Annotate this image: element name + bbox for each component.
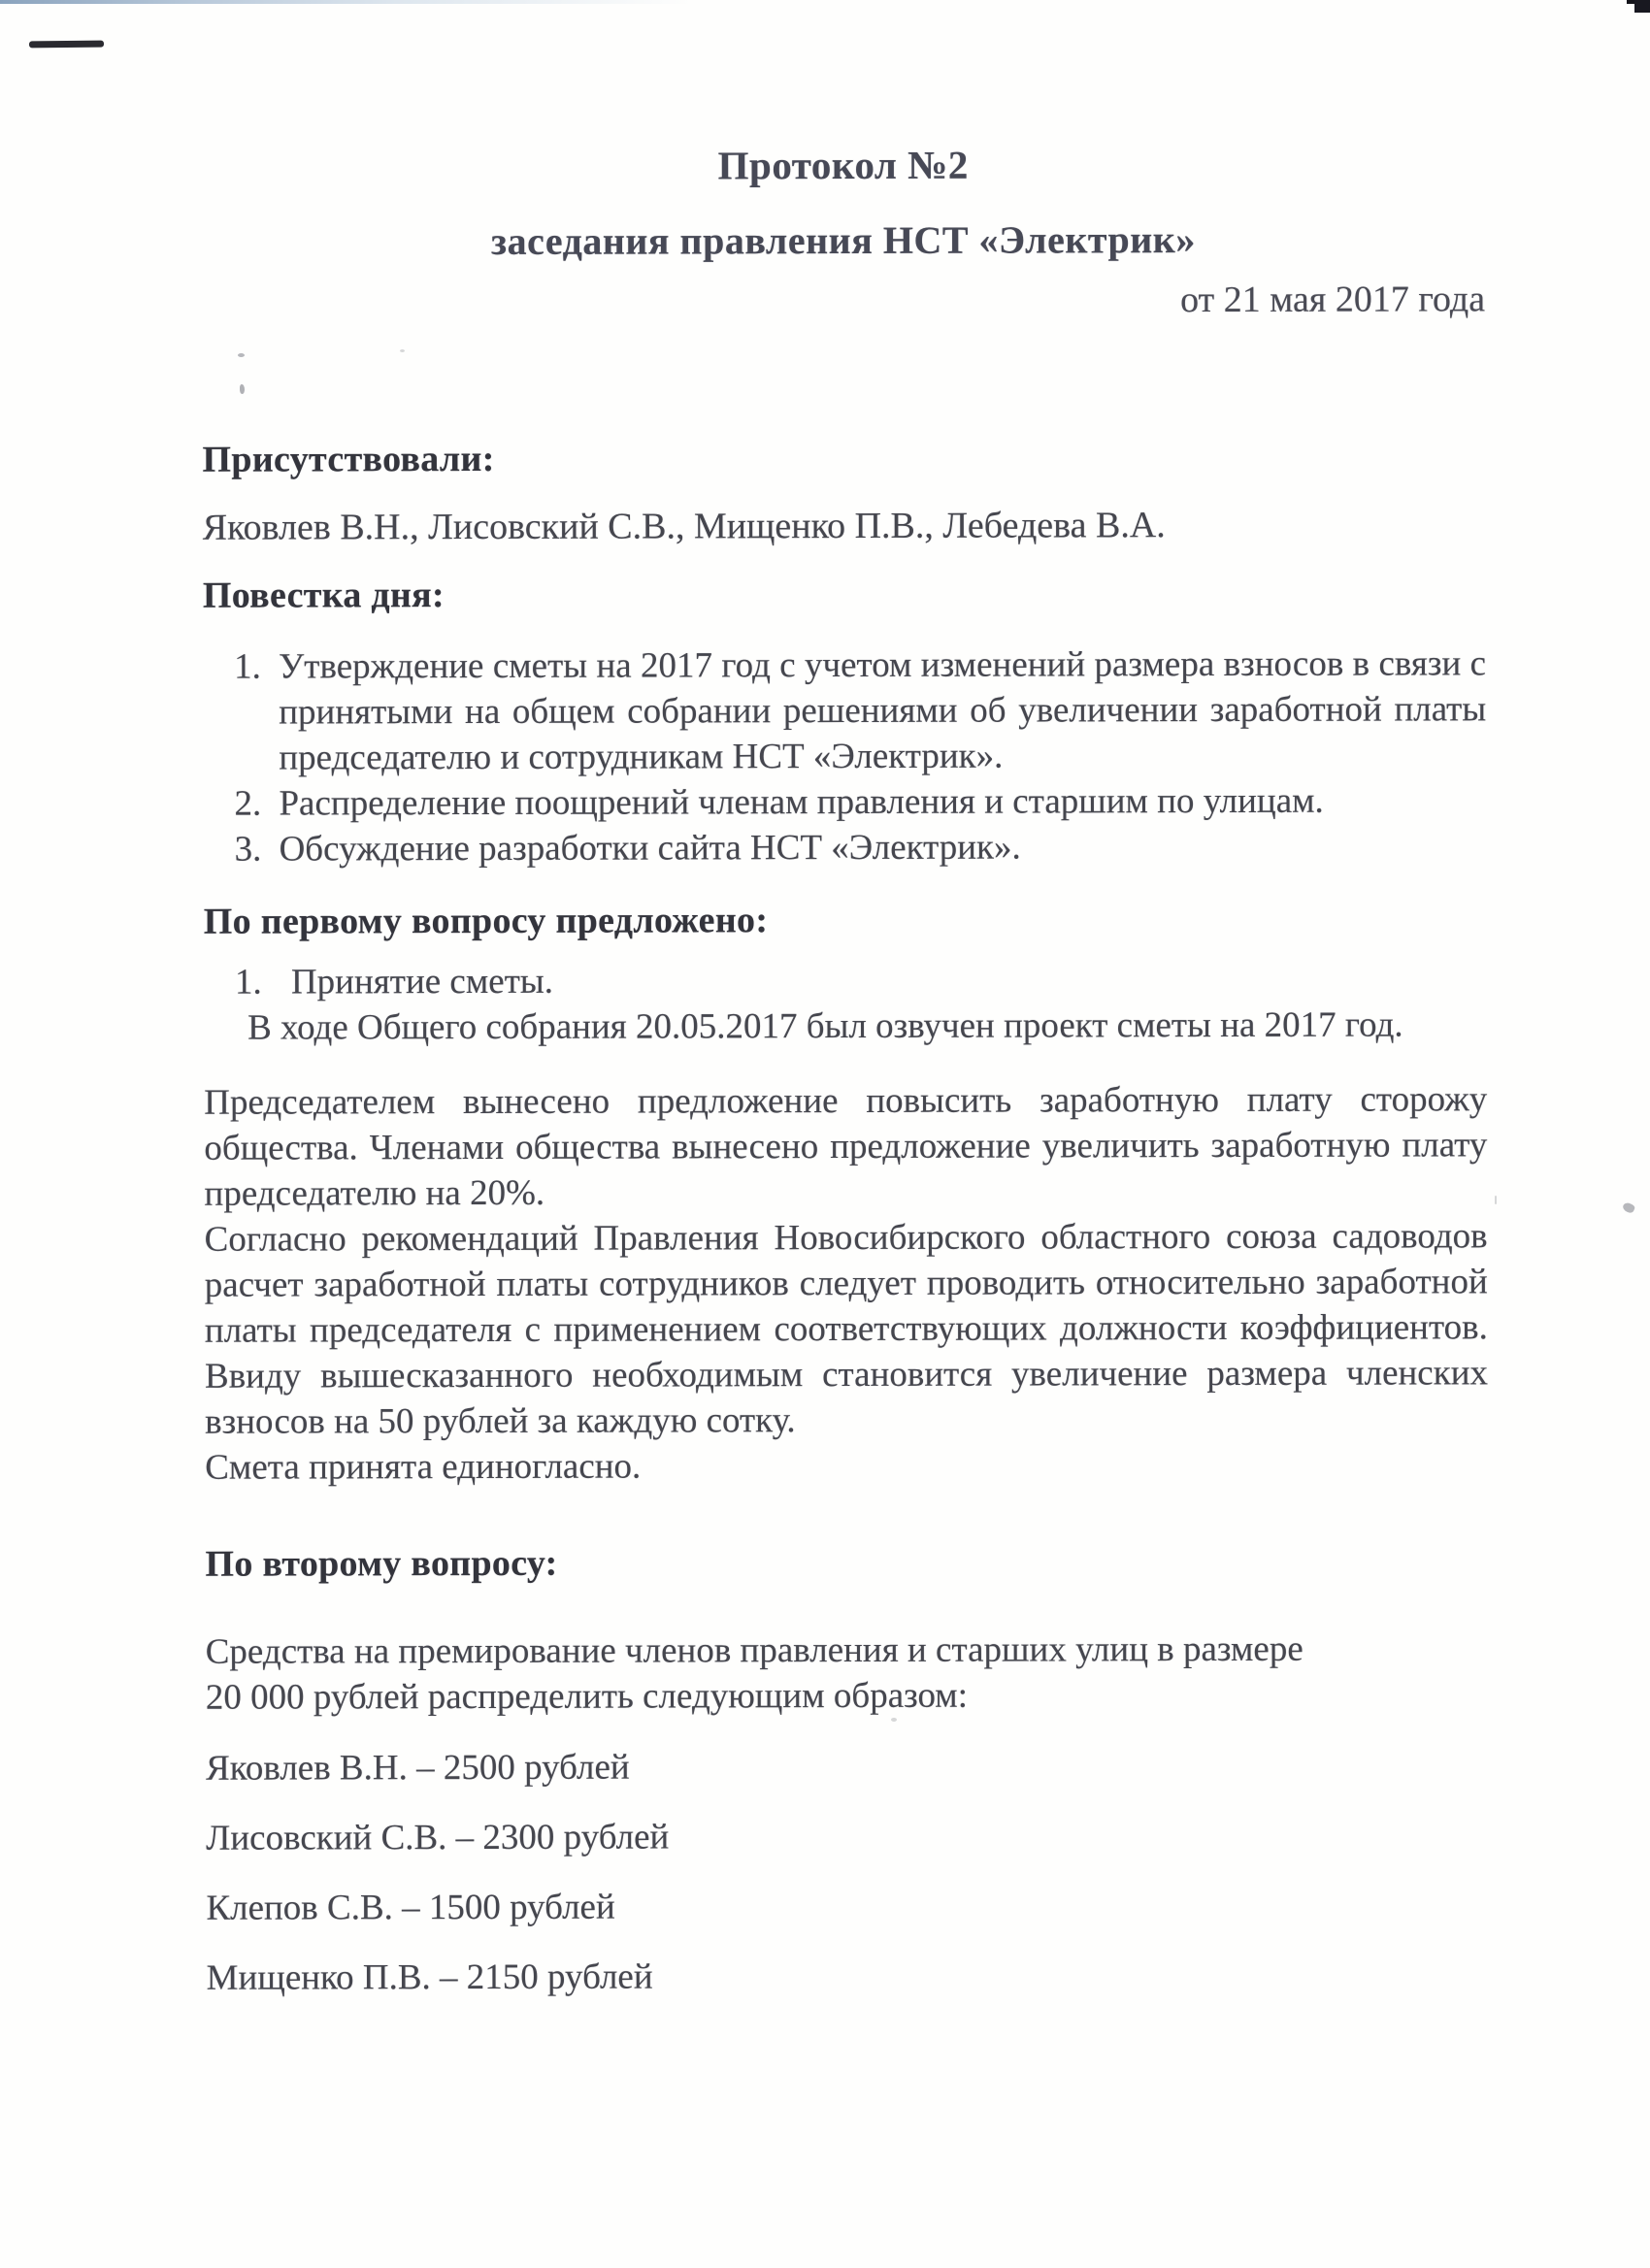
document-title: Протокол №2 (717, 142, 969, 188)
first-question-item-number: 1. (234, 962, 262, 1003)
attendees-names: Яковлев В.Н., Лисовский С.В., Мищенко П.В., Лебедева В.А. (202, 505, 1166, 548)
second-question-intro (206, 1626, 1489, 1720)
second-question-heading: По второму вопросу: (205, 1542, 558, 1585)
resolution-paragraph: Председателем вынесено предложение повысить заработную плату сторожу общества. Членами общества вынесено предложение увеличить заработную плату председателю на 20%. (204, 1079, 1488, 1214)
allocation-row: Мищенко П.В. – 2150 рублей (206, 1956, 653, 1998)
scan-artifact-dash (29, 41, 104, 49)
agenda-item-number: 3. (234, 829, 262, 870)
agenda-item-number: 2. (234, 783, 262, 824)
first-question-heading: По первому вопросу предложено: (203, 900, 769, 942)
agenda-heading: Повестка дня: (202, 575, 445, 616)
allocation-row: Яковлев В.Н. – 2500 рублей (205, 1747, 630, 1789)
agenda-item (234, 777, 1486, 826)
agenda-list (203, 641, 1487, 871)
allocation-row: Клепов С.В. – 1500 рублей (206, 1887, 615, 1928)
agenda-item-text: Обсуждение разработки сайта НСТ «Электрик». (279, 827, 1021, 870)
intro-line: Средства на премирование членов правления и старших улиц в размере (205, 1628, 1304, 1672)
agenda-item-text: Распределение поощрений членам правления и старшим по улицам. (279, 780, 1324, 824)
first-question-resolution (204, 1076, 1488, 1490)
resolution-paragraph: Согласно рекомендаций Правления Новосибирского областного союза садоводов расчет заработной платы сотрудников следует проводить относительно заработной платы председателя с применением соответствующих должности коэффициентов. Ввиду вышесказанного необходимым становится увеличение размера членских взносов на 50 рублей за каждую сотку. (204, 1216, 1489, 1442)
agenda-item-text: Утверждение сметы на 2017 год с учетом изменений размера взносов в связи с принятыми на общем собрании решениями об увеличении заработной платы председателю и сотрудникам НСТ «Электрик». (279, 643, 1487, 778)
first-question-item-text: Принятие сметы. (290, 961, 554, 1003)
document-date: от 21 мая 2017 года (1180, 279, 1486, 321)
allocation-row: Лисовский С.В. – 2300 рублей (206, 1817, 670, 1858)
document-content (201, 0, 1489, 2025)
scan-corner-mark (1634, 0, 1650, 13)
scan-speck (1622, 1201, 1636, 1214)
scan-speck (1495, 1196, 1497, 1204)
agenda-item-number: 1. (234, 646, 261, 687)
agenda-item (234, 641, 1486, 780)
attendees-heading: Присутствовали: (202, 438, 495, 480)
first-question-item (235, 956, 1487, 1004)
first-question-detail: В ходе Общего собрания 20.05.2017 был озвучен проект сметы на 2017 год. (247, 1004, 1403, 1048)
allocation-list (206, 1742, 1490, 2000)
agenda-item (234, 823, 1486, 871)
intro-line: 20 000 рублей распределить следующим образом: (205, 1675, 969, 1718)
document-subtitle: заседания правления НСТ «Электрик» (490, 217, 1196, 263)
resolution-paragraph: Смета принята единогласно. (205, 1446, 642, 1488)
